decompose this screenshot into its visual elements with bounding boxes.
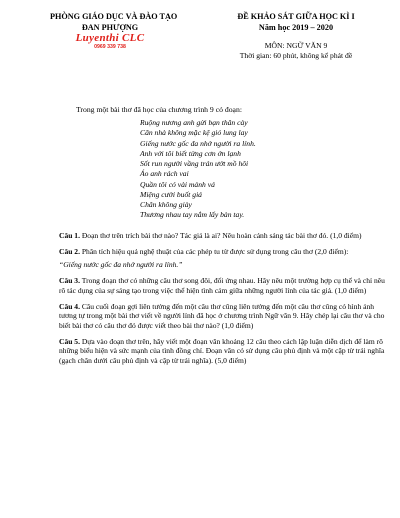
question-label: Câu 5.: [59, 336, 80, 346]
exam-title: ĐỀ KHẢO SÁT GIỮA HỌC KÌ I: [237, 12, 355, 21]
header-left: [50, 12, 178, 51]
question-text: Trong đoạn thơ có những câu thơ song đôi, đối ứng nhau. Hãy nêu một trường hợp cụ thể và chỉ nêu rõ tác dụng của sự sáng tạo trong việc thể hiện tình cảm giữa những người lính của tác giả. (1,0 điểm): [59, 276, 385, 295]
poem-line: Miệng cười buốt giá: [140, 189, 202, 199]
question-label: Câu 4.: [59, 301, 80, 311]
question-text: Câu cuối đoạn gợi liên tưởng đến một câu thơ cũng liên tưởng đến một câu thơ cũng có hình ảnh tương tự trong một bài thơ viết về người lính đã học ở chương trình Ngữ văn 9. Hãy chép lại câu thơ và cho biết bài thơ có câu thơ đó được viết theo bài thơ nào? (1,0 điểm): [59, 301, 385, 330]
question-label: Câu 1.: [59, 231, 80, 240]
question-text: Đoạn thơ trên trích bài thơ nào? Tác giả là ai? Nêu hoàn cảnh sáng tác bài thơ đó. (1,0 điểm): [79, 231, 362, 240]
district-name: ĐAN PHƯỢNG: [81, 22, 139, 32]
question-label: Câu 3.: [59, 276, 80, 286]
watermark-logo: Luyenthi CLC: [75, 32, 145, 44]
poem-line: Thương nhau tay nắm lấy bàn tay.: [140, 210, 245, 220]
watermark-phone: 0969 339 738: [94, 44, 126, 50]
poem-line: Ruộng nương anh gửi bạn thân cày: [140, 118, 248, 127]
question-4: [59, 302, 386, 331]
questions-list: [59, 231, 386, 372]
question-5: [59, 337, 386, 366]
poem-line: Anh với tôi biết từng cơn ớn lạnh: [140, 148, 241, 158]
poem-line: Giếng nước gốc đa nhớ người ra lính.: [140, 138, 256, 148]
department-name: PHÒNG GIÁO DỤC VÀ ĐÀO TẠO: [50, 12, 178, 21]
poem-line: Áo anh rách vai: [140, 169, 189, 179]
poem-line: Sốt run người vầng trán ướt mồ hôi: [140, 159, 249, 168]
poem-line: Quần tôi có vài mảnh vá: [140, 179, 215, 189]
quoted-line: “Giếng nước gốc đa nhớ người ra lính.”: [59, 260, 183, 270]
subject-line: MÔN: NGỮ VĂN 9: [264, 41, 328, 50]
question-text: Phân tích hiệu quả nghệ thuật của các phép tu từ được sử dụng trong câu thơ (2,0 điểm):: [79, 246, 349, 256]
question-2: [59, 247, 386, 257]
school-year: Năm học 2019 – 2020: [258, 22, 334, 32]
header-right: [208, 12, 384, 61]
question-label: Câu 2.: [59, 246, 80, 256]
question-3: [59, 276, 386, 295]
intro-text: Trong một bài thơ đã học của chương trình 9 có đoạn:: [76, 105, 242, 114]
question-1: [59, 231, 386, 241]
question-text: Dựa vào đoạn thơ trên, hãy viết một đoạn văn khoảng 12 câu theo cách lập luận diễn dịch để làm rõ những biểu hiện và sức mạnh của tình đồng chí. Đoạn văn có sử dụng câu phủ định và một cặp từ trái nghĩa (gạch chân dưới câu phủ định và cặp từ trái nghĩa). (5,0 điểm): [59, 336, 385, 366]
time-line: Thời gian: 60 phút, không kể phát đề: [239, 51, 353, 60]
poem-line: Căn nhà không mặc kệ gió lung lay: [140, 128, 248, 138]
poem-line: Chân không giày: [140, 200, 192, 209]
poem-excerpt: [140, 118, 256, 221]
